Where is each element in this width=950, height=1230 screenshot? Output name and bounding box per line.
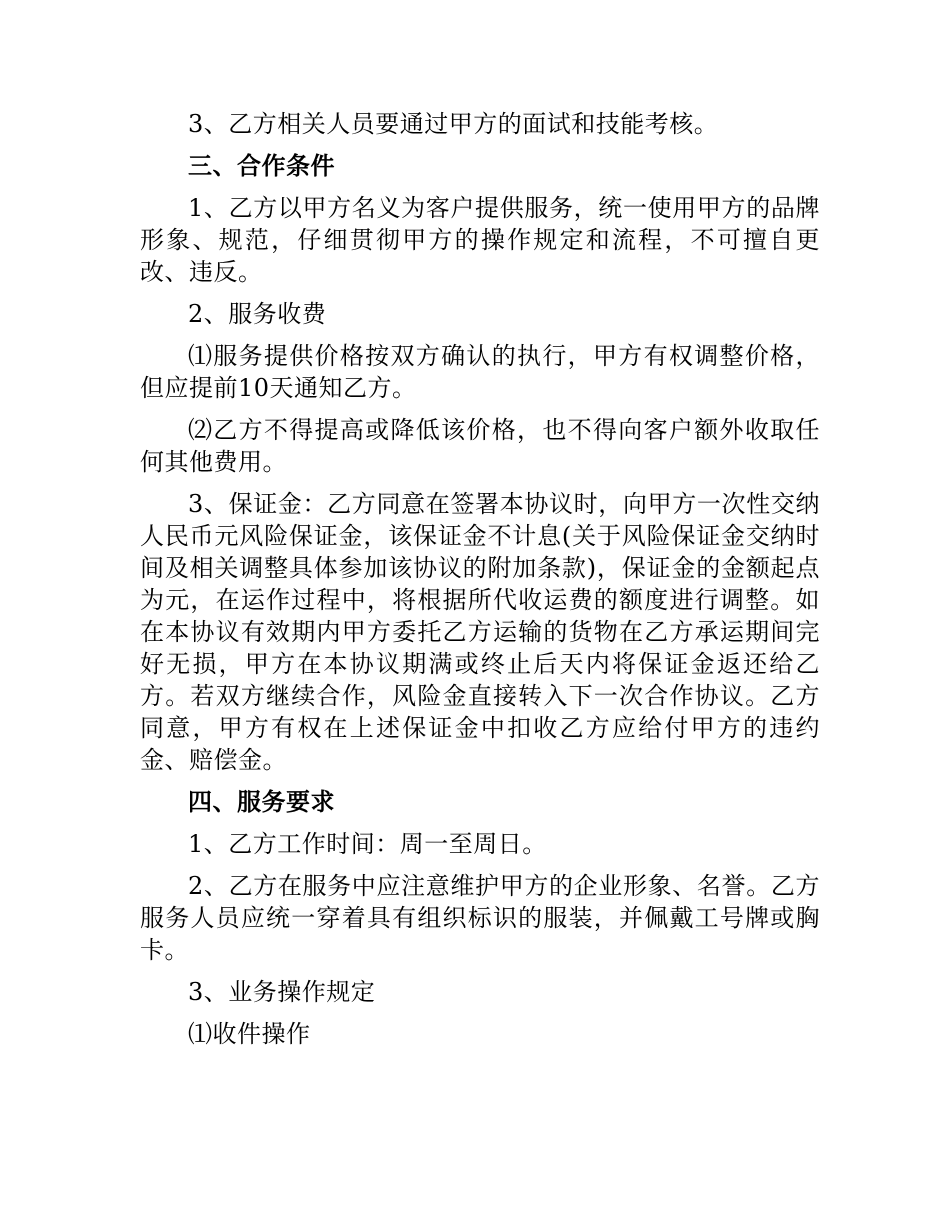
paragraph-working-hours: 1、乙方工作时间：周一至周日。 bbox=[188, 830, 547, 858]
paragraph-no-extra-charges: ⑵乙方不得提高或降低该价格，也不得向客户额外收取任何其他费用。 bbox=[140, 416, 820, 476]
section-heading-cooperation-conditions: 三、合作条件 bbox=[188, 151, 335, 180]
section-heading-service-requirements: 四、服务要求 bbox=[188, 787, 335, 816]
paragraph-operation-rules: 3、业务操作规定 bbox=[188, 978, 376, 1006]
paragraph-deposit: 3、保证金：乙方同意在签署本协议时，向甲方一次性交纳人民币元风险保证金，该保证金不计息(关于风险保证金交纳时间及相关调整具体参加该协议的附加条款)，保证金的金额起点为元，在运作过程中，将根据所代收运费的额度进行调整。如在本协议有效期内甲方委托乙方运输的货物在乙方承运期间完好无损，甲方在本协议期满或终止后天内将保证金返还给乙方。若双方继续合作，风险金直接转入下一次合作协议。乙方同意，甲方有权在上述保证金中扣收乙方应给付甲方的违约金、赔偿金。 bbox=[140, 490, 820, 774]
paragraph-price-adjustment: ⑴服务提供价格按双方确认的执行，甲方有权调整价格，但应提前10天通知乙方。 bbox=[140, 342, 820, 402]
paragraph-brand-usage: 1、乙方以甲方名义为客户提供服务，统一使用甲方的品牌形象、规范，仔细贯彻甲方的操作规定和流程，不可擅自更改、违反。 bbox=[140, 194, 820, 286]
paragraph-staff-assessment: 3、乙方相关人员要通过甲方的面试和技能考核。 bbox=[188, 110, 719, 138]
document-body bbox=[140, 108, 820, 1060]
paragraph-pickup-operation: ⑴收件操作 bbox=[188, 1020, 311, 1048]
paragraph-service-fees: 2、服务收费 bbox=[188, 300, 327, 328]
paragraph-corporate-image: 2、乙方在服务中应注意维护甲方的企业形象、名誉。乙方服务人员应统一穿着具有组织标识的服装，并佩戴工号牌或胸卡。 bbox=[140, 872, 820, 964]
